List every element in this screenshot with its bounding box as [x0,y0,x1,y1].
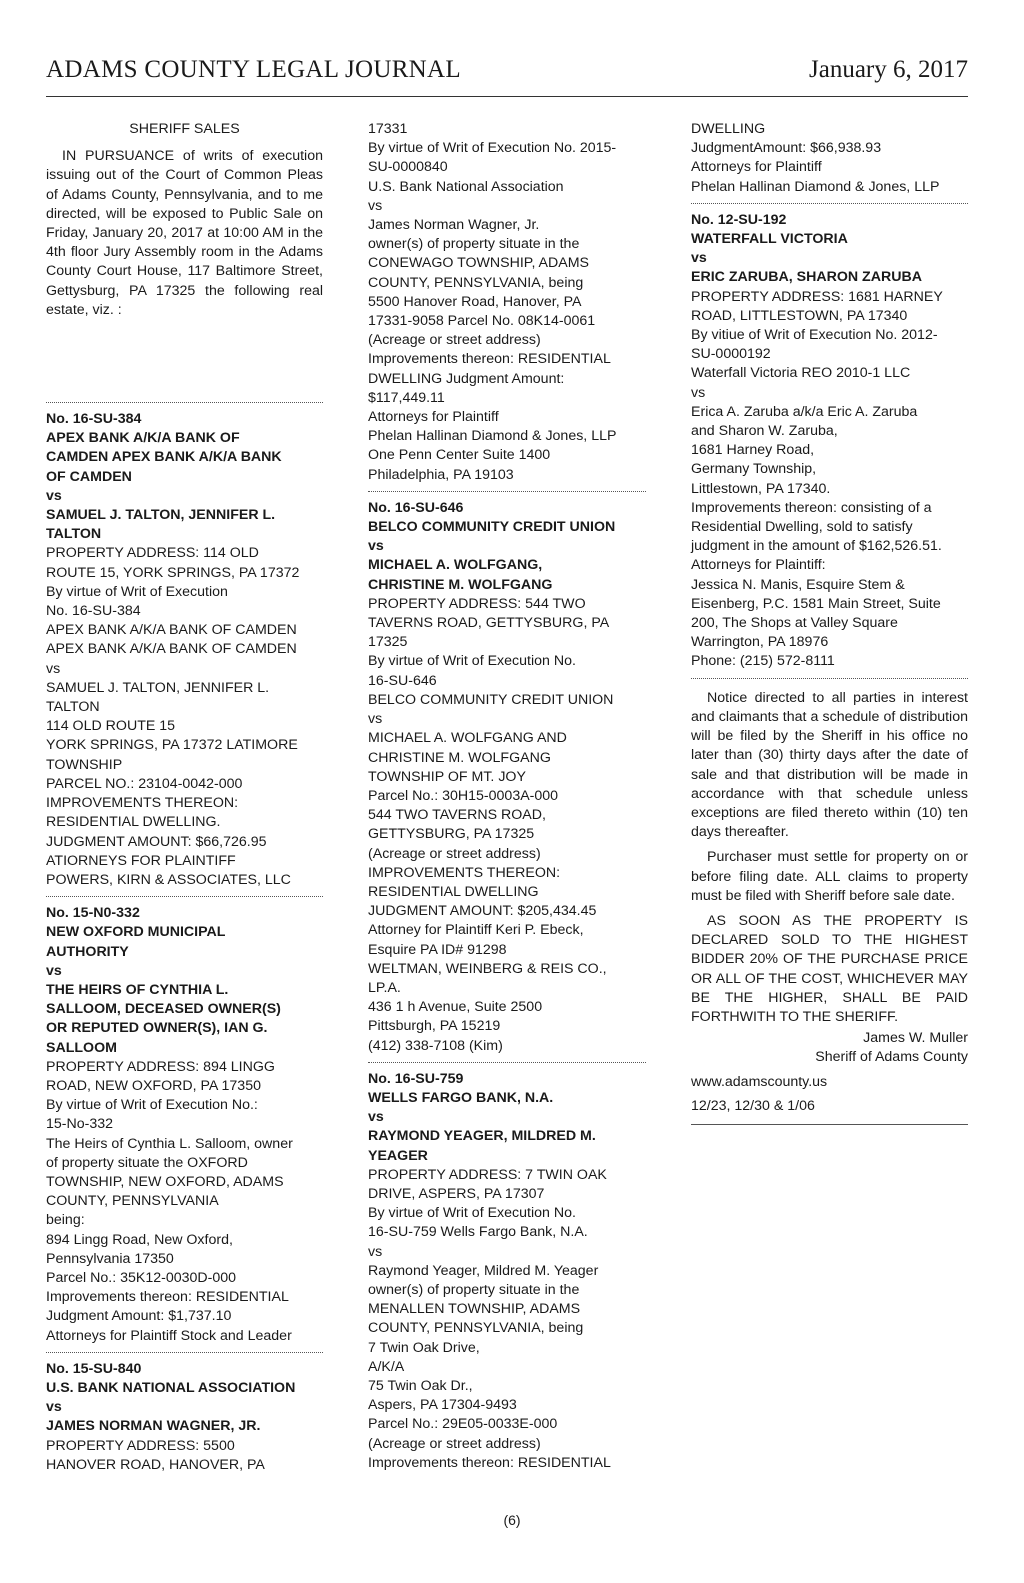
text-line: TALTON [46,526,102,543]
text-line: Improvements thereon: RESIDENTIAL [368,1454,611,1471]
text-line: ROAD, LITTLESTOWN, PA 17340 [691,307,908,324]
text-line: Parcel No.: 29E05-0033E-000 [368,1416,558,1433]
text-line: TOWNSHIP, NEW OXFORD, ADAMS [46,1173,284,1190]
text-line: IMPROVEMENTS THEREON: [368,864,561,881]
text-line: vs [368,1109,384,1126]
text-line: vs [46,487,62,504]
case-body [46,1058,323,1346]
text-line: No. 16-SU-384 [46,603,141,620]
text-line: Pennsylvania 17350 [46,1250,174,1267]
text-line: ROAD, NEW OXFORD, PA 17350 [46,1077,261,1094]
text-line: BELCO COMMUNITY CREDIT UNION [368,691,614,708]
text-line: By virtue of Writ of Execution No.: [46,1097,258,1114]
text-line: 114 OLD ROUTE 15 [46,718,176,735]
text-line: 200, The Shops at Valley Square [691,615,898,632]
text-line: OF CAMDEN [46,468,132,485]
text-line: OR REPUTED OWNER(S), IAN G. [46,1020,268,1037]
text-line: JUDGMENT AMOUNT: $205,434.45 [368,903,597,920]
section-heading: SHERIFF SALES [129,121,240,137]
page-header [46,56,968,97]
text-line: COUNTY, PENNSYLVANIA, being [368,274,584,291]
text-line: SU-0000840 [368,159,448,176]
text-line: APEX BANK A/K/A BANK OF CAMDEN [46,641,297,658]
text-line: NEW OXFORD MUNICIPAL [46,924,226,941]
text-line: TAVERNS ROAD, GETTYSBURG, PA [368,615,610,632]
text-line: CONEWAGO TOWNSHIP, ADAMS [368,255,589,272]
text-line: (Acreage or street address) [368,332,541,349]
dotted-divider [691,678,968,679]
text-line: judgment in the amount of $162,526.51. [691,538,942,555]
text-line: PROPERTY ADDRESS: 7 TWIN OAK [368,1166,607,1183]
text-line: ERIC ZARUBA, SHARON ZARUBA [691,269,922,286]
text-line: owner(s) of property situate in the [368,1281,580,1298]
text-line: MENALLEN TOWNSHIP, ADAMS [368,1301,581,1318]
text-line: Aspers, PA 17304-9493 [368,1397,517,1414]
text-line: vs [46,962,62,979]
text-line: (Acreage or street address) [368,1435,541,1452]
journal-title: ADAMS COUNTY LEGAL JOURNAL [46,56,461,83]
text-line: 16-SU-646 [368,672,437,689]
text-line: 436 1 h Avenue, Suite 2500 [368,999,543,1016]
text-line: Judgment Amount: $1,737.10 [46,1308,232,1325]
text-line: Eisenberg, P.C. 1581 Main Street, Suite [691,595,941,612]
dotted-divider [46,402,323,403]
text-line: Attorney for Plaintiff Keri P. Ebeck, [368,922,584,939]
text-line: PARCEL NO.: 23104-0042-000 [46,775,243,792]
text-line: TOWNSHIP OF MT. JOY [368,768,526,785]
distribution-notice: Notice directed to all parties in interest and claimants that a schedule of distribution will be filed by the Sheriff in his office no later than (30) thirty days after the date of sale and that distribution will be made in accordance with that schedule unless exceptions are filed thereto within (10) ten days thereafter. [691,689,968,841]
text-line: Jessica N. Manis, Esquire Stem & [691,576,905,593]
text-line: 75 Twin Oak Dr., [368,1378,473,1394]
text-line: vs [691,250,707,267]
text-line: THE HEIRS OF CYNTHIA L. [46,981,229,998]
column-1 [46,120,323,1475]
text-line: of property situate the OXFORD [46,1154,248,1171]
case-caption [46,410,323,544]
text-line: ROUTE 15, YORK SPRINGS, PA 17372 [46,564,300,581]
text-line: GETTYSBURG, PA 17325 [368,826,535,843]
text-line: vs [368,197,383,214]
text-line: Residential Dwelling, sold to satisfy [691,519,913,536]
text-line: The Heirs of Cynthia L. Salloom, owner [46,1135,293,1152]
text-line: JUDGMENT AMOUNT: $66,726.95 [46,833,267,850]
text-line: DRIVE, ASPERS, PA 17307 [368,1185,545,1202]
text-line: 1681 Harney Road, [691,442,815,459]
text-line: Esquire PA ID# 91298 [368,941,507,958]
text-line: No. 16-SU-384 [46,411,142,428]
text-line: Raymond Yeager, Mildred M. Yeager [368,1262,599,1279]
text-line: Erica A. Zaruba a/k/a Eric A. Zaruba [691,403,918,420]
text-line: vs [691,384,706,401]
text-line: Attorneys for Plaintiff: [691,557,826,574]
text-line: JAMES NORMAN WAGNER, JR. [46,1418,261,1435]
text-line: ATIORNEYS FOR PLAINTIFF [46,852,236,869]
text-line: Attorneys for Plaintiff [691,159,822,176]
text-line: Improvements thereon: RESIDENTIAL [368,351,611,368]
page-number: (6) [503,1512,521,1528]
text-line: 7 Twin Oak Drive, [368,1339,480,1356]
text-line: No. 15-N0-332 [46,905,140,922]
case-caption [46,904,323,1058]
text-line: (Acreage or street address) [368,845,541,862]
text-line: 17325 [368,634,408,651]
text-line: YORK SPRINGS, PA 17372 LATIMORE [46,737,298,754]
dotted-divider [368,491,646,492]
case-body [368,1166,646,1473]
case-caption [368,1070,646,1166]
column-3 [691,120,968,1125]
text-line: vs [46,1399,62,1416]
text-line: IMPROVEMENTS THEREON: [46,795,239,812]
text-line: CHRISTINE M. WOLFGANG [368,576,553,593]
text-line: SAMUEL J. TALTON, JENNIFER L. [46,679,270,696]
text-line: WATERFALL VICTORIA [691,231,848,248]
case-body [368,120,646,485]
text-line: WELLS FARGO BANK, N.A. [368,1089,554,1106]
dotted-divider [46,1352,323,1353]
text-line: Phone: (215) 572-8111 [691,653,835,670]
text-line: PROPERTY ADDRESS: 5500 [46,1437,235,1454]
text-line: PROPERTY ADDRESS: 894 LINGG [46,1058,275,1075]
text-line: By virtue of Writ of Execution No. 2015- [368,140,617,157]
text-line: Improvements thereon: RESIDENTIAL [46,1289,289,1306]
text-line: PROPERTY ADDRESS: 544 TWO [368,595,586,612]
text-line: By virtue of Writ of Execution No. [368,1205,576,1222]
text-line: By virtue of Writ of Execution No. [368,653,576,670]
text-line: Phelan Hallinan Diamond & Jones, LLP [368,428,617,445]
case-body [46,1437,323,1475]
publication-dates: 12/23, 12/30 & 1/06 [691,1097,815,1114]
text-line: A/K/A [368,1358,405,1375]
column-2 [368,120,646,1473]
text-line: TOWNSHIP [46,756,123,773]
text-line: Attorneys for Plaintiff [368,409,499,426]
text-line: 17331-9058 Parcel No. 08K14-0061 [368,313,596,330]
purchaser-notice: Purchaser must settle for property on or before filing date. ALL claims to property must be filed with Sheriff before sale date. [691,849,968,904]
text-line: 17331 [368,121,408,137]
text-line: No. 16-SU-759 [368,1070,464,1087]
text-line: and Sharon W. Zaruba, [691,423,838,440]
text-line: vs [46,660,61,677]
text-line: POWERS, KIRN & ASSOCIATES, LLC [46,871,291,888]
case-body [368,595,646,1056]
case-body [46,544,323,890]
text-line: vs [368,538,384,555]
text-line: No. 15-SU-840 [46,1360,142,1377]
text-line: MICHAEL A. WOLFGANG, [368,557,543,574]
case-body [691,288,968,672]
text-line: LP.A. [368,979,401,996]
sheriff-title: Sheriff of Adams County [815,1049,968,1066]
text-line: Improvements thereon: consisting of a [691,499,932,516]
end-rule [691,1124,968,1125]
text-line: vs [368,1243,383,1260]
text-line: DWELLING [691,121,766,137]
text-line: COUNTY, PENNSYLVANIA, being [368,1320,584,1337]
payment-notice: AS SOON AS THE PROPERTY IS DECLARED SOLD TO THE HIGHEST BIDDER 20% OF THE PURCHASE PRICE OR ALL OF THE COST, WHICHEVER MAY BE THE HIGHER, SHALL BE PAID FORTHWITH TO THE SHERIFF. [691,912,968,1025]
text-line: James Norman Wagner, Jr. [368,217,540,234]
text-line: SALLOOM, DECEASED OWNER(S) [46,1001,281,1018]
text-line: (412) 338-7108 (Kim) [368,1037,503,1054]
text-line: Parcel No.: 35K12-0030D-000 [46,1269,237,1286]
text-line: Littlestown, PA 17340. [691,480,831,497]
text-line: owner(s) of property situate in the [368,236,580,253]
text-line: CHRISTINE M. WOLFGANG [368,749,551,766]
text-line: By vitiue of Writ of Execution No. 2012- [691,327,938,344]
text-line: being: [46,1212,85,1229]
text-line: APEX BANK A/K/A BANK OF [46,430,240,447]
text-line: Phelan Hallinan Diamond & Jones, LLP [691,178,940,195]
dotted-divider [368,1062,646,1063]
text-line: RESIDENTIAL DWELLING [368,883,539,900]
text-line: Germany Township, [691,461,817,478]
case-caption [46,1360,323,1437]
text-line: HANOVER ROAD, HANOVER, PA [46,1456,265,1473]
text-line: SAMUEL J. TALTON, JENNIFER L. [46,507,276,524]
text-line: SU-0000192 [691,346,771,363]
text-line: COUNTY, PENNSYLVANIA [46,1193,219,1210]
text-line: Pittsburgh, PA 15219 [368,1018,501,1035]
intro-paragraph: IN PURSUANCE of writs of execution issuing out of the Court of Common Pleas of Adams County, Pennsylvania, and to me directed, will be exposed to Public Sale on Friday, January 20, 2017 at 10:00 AM in the 4th floor Jury Assembly room in the Adams County Court House, 117 Baltimore Street, Gettysburg, PA 17325 the following real estate, viz. : [46,148,323,318]
text-line: RAYMOND YEAGER, MILDRED M. [368,1128,596,1145]
text-line: No. 12-SU-192 [691,211,787,228]
text-line: Waterfall Victoria REO 2010-1 LLC [691,365,911,382]
text-line: PROPERTY ADDRESS: 114 OLD [46,545,259,562]
text-line: Philadelphia, PA 19103 [368,466,514,483]
text-line: No. 16-SU-646 [368,499,464,516]
text-line: U.S. BANK NATIONAL ASSOCIATION [46,1379,296,1396]
text-line: By virtue of Writ of Execution [46,583,228,600]
text-line: One Penn Center Suite 1400 [368,447,551,464]
text-line: Attorneys for Plaintiff Stock and Leader [46,1327,292,1344]
text-line: JudgmentAmount: $66,938.93 [691,140,882,157]
text-line: SALLOOM [46,1039,117,1056]
text-line: 5500 Hanover Road, Hanover, PA [368,293,582,310]
county-website: www.adamscounty.us [691,1073,828,1090]
case-caption [368,499,646,595]
text-line: 544 TWO TAVERNS ROAD, [368,807,546,824]
text-line: BELCO COMMUNITY CREDIT UNION [368,519,616,536]
text-line: RESIDENTIAL DWELLING. [46,814,221,831]
text-line: Parcel No.: 30H15-0003A-000 [368,787,559,804]
text-line: 15-No-332 [46,1116,114,1133]
text-line: CAMDEN APEX BANK A/K/A BANK [46,449,282,466]
dotted-divider [46,896,323,897]
case-body [691,120,968,197]
text-line: 894 Lingg Road, New Oxford, [46,1231,233,1248]
text-line: 16-SU-759 Wells Fargo Bank, N.A. [368,1224,588,1241]
text-line: YEAGER [368,1147,428,1164]
text-line: vs [368,711,383,728]
text-line: WELTMAN, WEINBERG & REIS CO., [368,960,607,977]
text-line: AUTHORITY [46,943,129,960]
text-line: U.S. Bank National Association [368,178,564,195]
text-line: TALTON [46,699,100,716]
text-line: MICHAEL A. WOLFGANG AND [368,730,567,747]
dotted-divider [691,203,968,204]
text-line: Warrington, PA 18976 [691,634,829,651]
text-line: PROPERTY ADDRESS: 1681 HARNEY [691,288,943,305]
case-caption [691,211,968,288]
text-line: APEX BANK A/K/A BANK OF CAMDEN [46,622,297,639]
sheriff-name: James W. Muller [863,1030,968,1047]
text-line: $117,449.11 [368,389,445,406]
text-line: DWELLING Judgment Amount: [368,370,565,387]
issue-date: January 6, 2017 [809,56,968,83]
